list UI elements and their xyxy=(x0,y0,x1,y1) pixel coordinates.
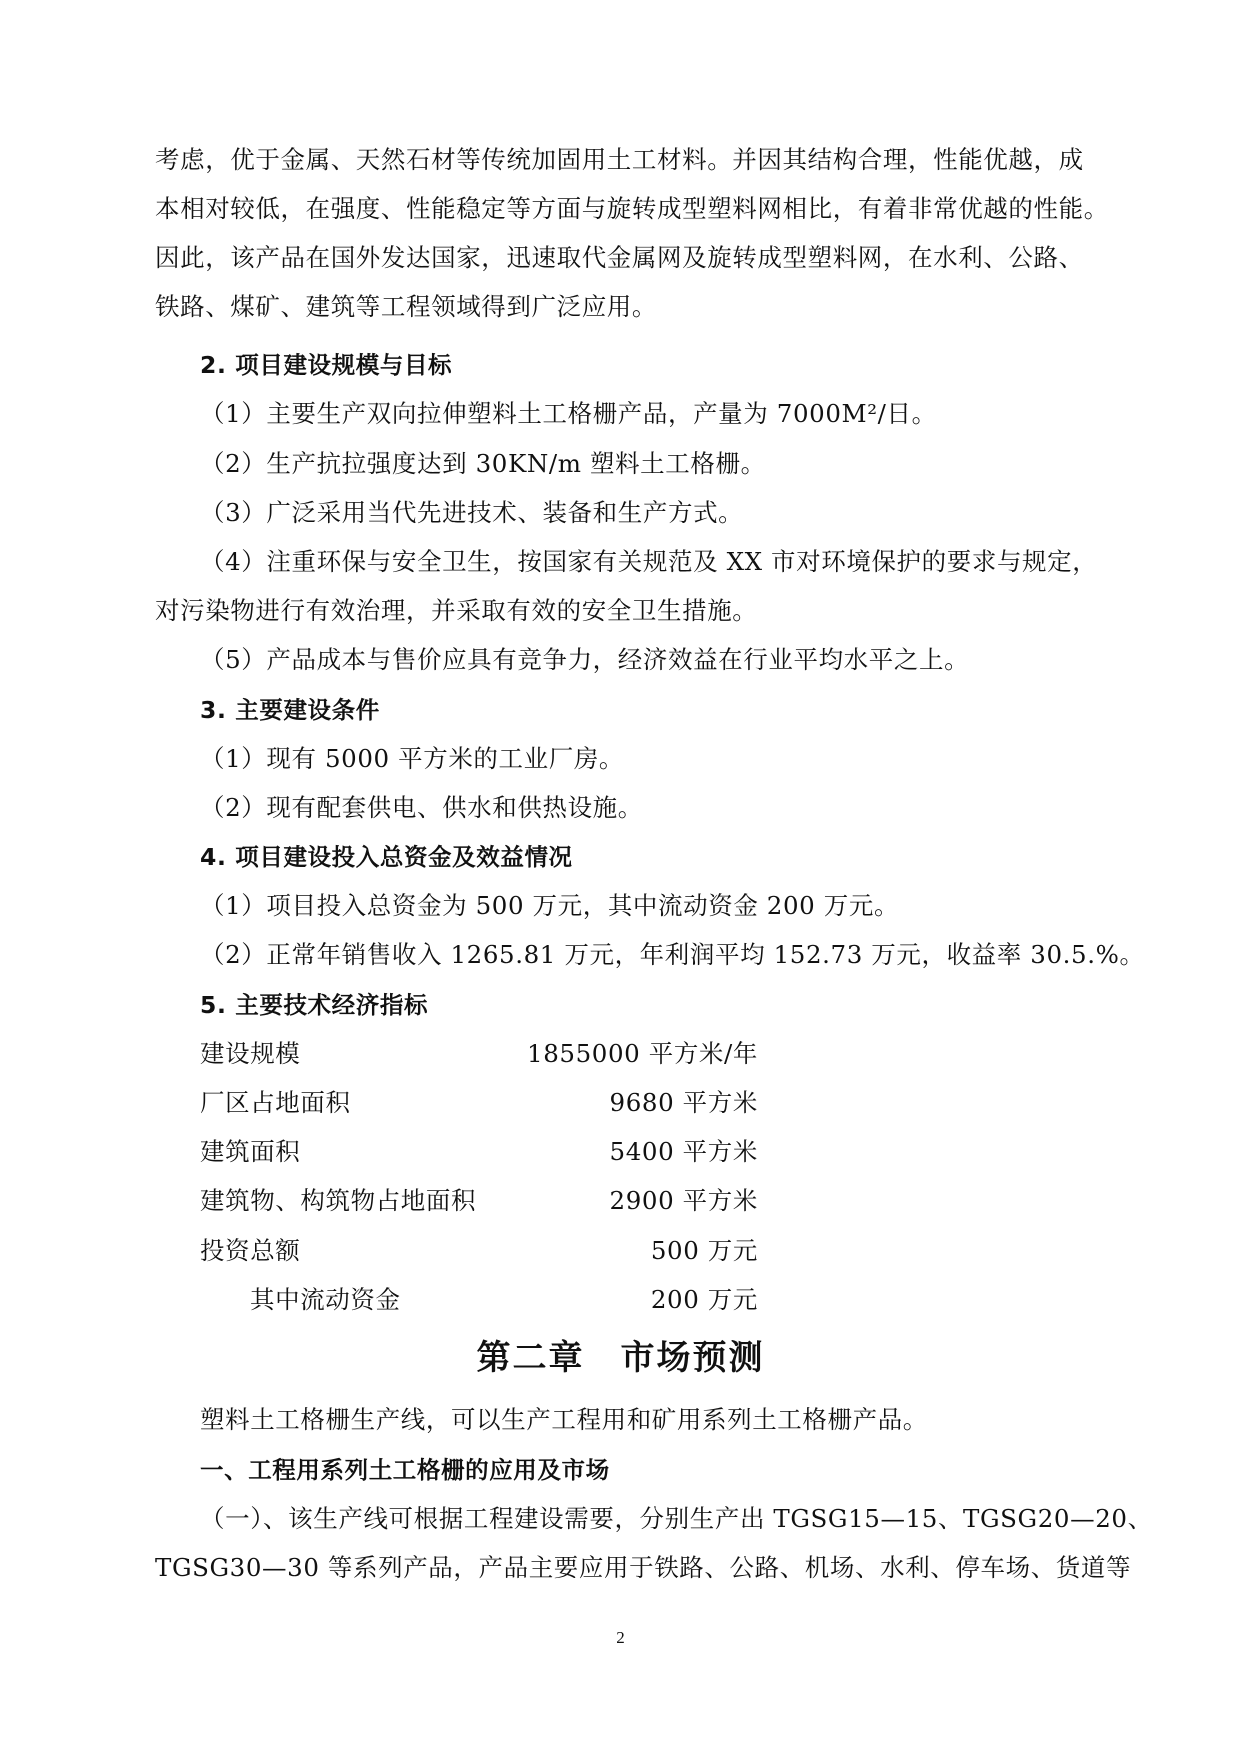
list-item: （1）现有 5000 平方米的工业厂房。 xyxy=(200,744,625,773)
indicator-label: 建筑物、构筑物占地面积 xyxy=(200,1186,477,1215)
section-heading: 2. 项目建设规模与目标 xyxy=(200,351,453,379)
page-number: 2 xyxy=(616,1628,625,1647)
body-text-line: TGSG30—30 等系列产品，产品主要应用于铁路、公路、机场、水利、停车场、货道等 xyxy=(155,1553,1132,1582)
indicator-label: 其中流动资金 xyxy=(250,1285,401,1314)
list-item: （5）产品成本与售价应具有竞争力，经济效益在行业平均水平之上。 xyxy=(200,645,970,674)
indicator-value: 500 万元 xyxy=(650,1236,758,1265)
section-heading: 3. 主要建设条件 xyxy=(200,696,380,724)
list-item-continuation: 对污染物进行有效治理，并采取有效的安全卫生措施。 xyxy=(155,596,758,625)
section-heading: 4. 项目建设投入总资金及效益情况 xyxy=(200,843,573,871)
indicator-label: 投资总额 xyxy=(200,1236,301,1265)
subsection-heading: 一、工程用系列土工格栅的应用及市场 xyxy=(200,1456,610,1484)
body-text-line: 塑料土工格栅生产线，可以生产工程用和矿用系列土工格栅产品。 xyxy=(200,1405,928,1434)
indicator-label: 建筑面积 xyxy=(200,1137,301,1166)
list-item: （1）主要生产双向拉伸塑料土工格栅产品，产量为 7000M²/日。 xyxy=(200,399,937,428)
body-text-line: 考虑，优于金属、天然石材等传统加固用土工材料。并因其结构合理，性能优越，成 xyxy=(155,145,1084,174)
body-text-line: 因此，该产品在国外发达国家，迅速取代金属网及旋转成型塑料网，在水利、公路、 xyxy=(155,243,1084,272)
body-text-line: （一）、该生产线可根据工程建设需要，分别生产出 TGSG15—15、TGSG20—20、 xyxy=(200,1504,1153,1533)
list-item: （2）现有配套供电、供水和供热设施。 xyxy=(200,793,643,822)
list-item: （1）项目投入总资金为 500 万元，其中流动资金 200 万元。 xyxy=(200,891,900,920)
indicator-value: 9680 平方米 xyxy=(609,1088,758,1117)
indicator-value: 2900 平方米 xyxy=(609,1186,758,1215)
section-heading: 5. 主要技术经济指标 xyxy=(200,991,429,1019)
list-item: （2）正常年销售收入 1265.81 万元，年利润平均 152.73 万元，收益率 30.5.%。 xyxy=(200,940,1145,969)
list-item: （4）注重环保与安全卫生，按国家有关规范及 XX 市对环境保护的要求与规定， xyxy=(200,547,1098,576)
list-item: （2）生产抗拉强度达到 30KN/m 塑料土工格栅。 xyxy=(200,449,766,478)
list-item: （3）广泛采用当代先进技术、装备和生产方式。 xyxy=(200,498,744,527)
indicator-label: 建设规模 xyxy=(200,1039,301,1068)
indicator-value: 5400 平方米 xyxy=(609,1137,758,1166)
chapter-title: 第二章 市场预测 xyxy=(476,1338,765,1378)
indicator-value: 200 万元 xyxy=(650,1285,758,1314)
indicator-label: 厂区占地面积 xyxy=(200,1088,351,1117)
indicator-value: 1855000 平方米/年 xyxy=(527,1039,758,1068)
body-text-line: 本相对较低，在强度、性能稳定等方面与旋转成型塑料网相比，有着非常优越的性能。 xyxy=(155,194,1109,223)
body-text-line: 铁路、煤矿、建筑等工程领域得到广泛应用。 xyxy=(155,292,657,321)
